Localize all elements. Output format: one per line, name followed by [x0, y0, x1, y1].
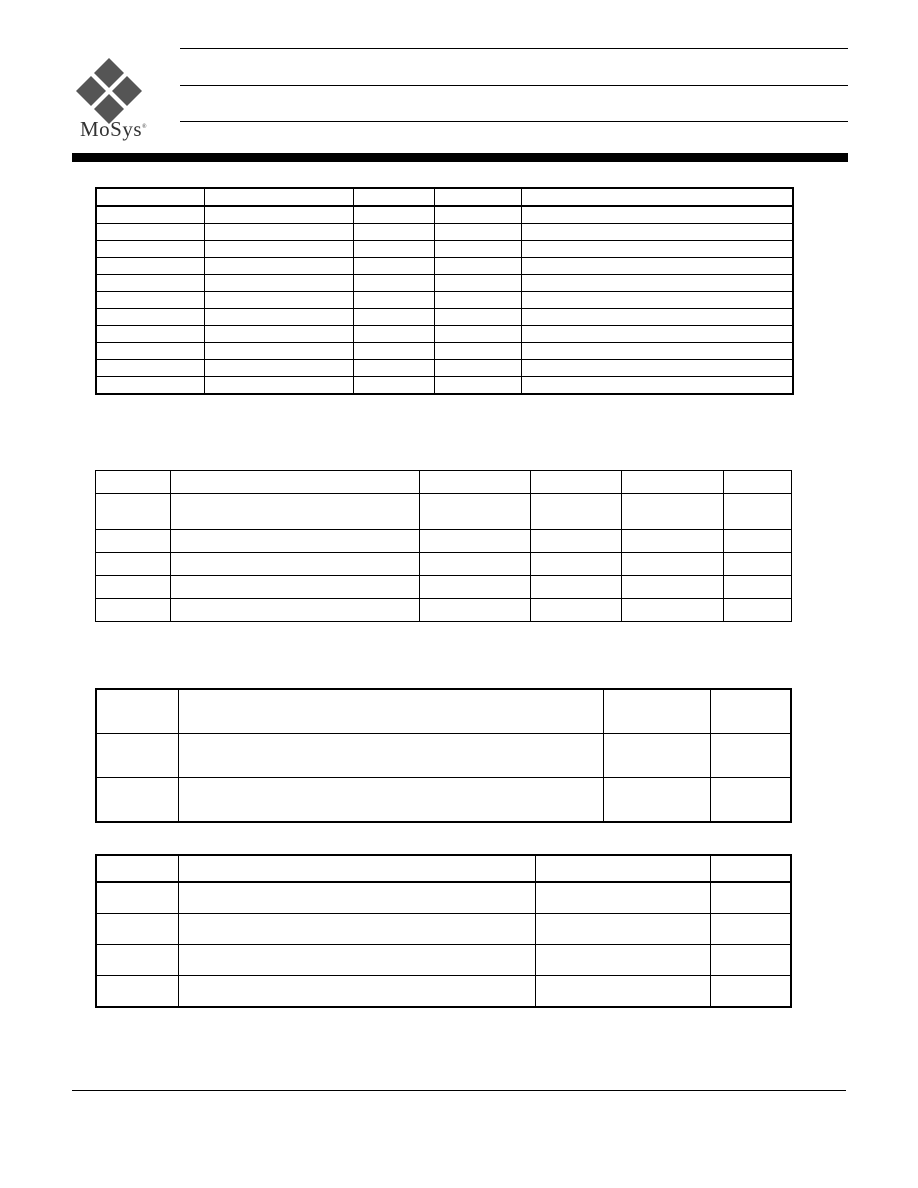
table-cell	[171, 494, 420, 530]
table-row	[96, 258, 793, 275]
table-cell	[710, 778, 791, 823]
table-cell	[96, 241, 204, 258]
table-header-row	[96, 689, 791, 734]
table-cell	[434, 377, 521, 395]
table-1-body	[96, 188, 793, 394]
table-cell	[531, 553, 622, 576]
table-cell	[178, 855, 535, 882]
table-cell	[171, 471, 420, 494]
table-cell	[710, 855, 791, 882]
table-row	[96, 553, 792, 576]
table-1	[95, 187, 794, 395]
table-cell	[96, 343, 204, 360]
table-cell	[531, 576, 622, 599]
table-cell	[724, 553, 792, 576]
table-cell	[521, 188, 793, 206]
table-cell	[434, 188, 521, 206]
table-cell	[521, 258, 793, 275]
table-cell	[710, 689, 791, 734]
table-cell	[178, 689, 603, 734]
table-cell	[178, 882, 535, 914]
table-cell	[353, 206, 434, 224]
footer-rule	[72, 1090, 846, 1091]
table-row	[96, 360, 793, 377]
table-cell	[353, 309, 434, 326]
table-cell	[531, 599, 622, 622]
table-2-body	[96, 471, 792, 622]
table-row	[96, 530, 792, 553]
table-cell	[622, 471, 724, 494]
table-cell	[622, 553, 724, 576]
table-cell	[204, 326, 353, 343]
table-cell	[420, 494, 531, 530]
table-cell	[96, 855, 178, 882]
table-cell	[204, 275, 353, 292]
table-cell	[204, 343, 353, 360]
table-cell	[420, 599, 531, 622]
table-cell	[724, 471, 792, 494]
table-cell	[96, 377, 204, 395]
table-cell	[603, 778, 710, 823]
table-cell	[603, 689, 710, 734]
table-cell	[622, 576, 724, 599]
table-row	[96, 326, 793, 343]
table-cell	[710, 882, 791, 914]
table-row	[96, 778, 791, 823]
table-row	[96, 976, 791, 1008]
table-cell	[434, 360, 521, 377]
table-cell	[710, 976, 791, 1008]
table-cell	[710, 945, 791, 976]
table-cell	[710, 734, 791, 778]
table-cell	[353, 326, 434, 343]
table-cell	[204, 292, 353, 309]
table-row	[96, 206, 793, 224]
table-cell	[353, 275, 434, 292]
table-cell	[535, 945, 710, 976]
table-cell	[521, 326, 793, 343]
table-cell	[96, 188, 204, 206]
table-cell	[353, 377, 434, 395]
table-cell	[204, 377, 353, 395]
table-cell	[353, 224, 434, 241]
table-4-body	[96, 855, 791, 1007]
table-cell	[96, 309, 204, 326]
table-cell	[521, 224, 793, 241]
table-cell	[204, 309, 353, 326]
table-cell	[204, 224, 353, 241]
diamond-cluster-icon	[72, 56, 172, 126]
table-cell	[724, 494, 792, 530]
table-row	[96, 241, 793, 258]
table-3	[95, 688, 792, 823]
table-cell	[434, 241, 521, 258]
table-cell	[96, 945, 178, 976]
table-cell	[178, 914, 535, 945]
table-cell	[531, 530, 622, 553]
table-cell	[96, 530, 171, 553]
table-cell	[204, 188, 353, 206]
table-cell	[96, 206, 204, 224]
table-header-row	[96, 471, 792, 494]
table-cell	[96, 734, 178, 778]
table-cell	[96, 494, 171, 530]
table-cell	[353, 258, 434, 275]
header-rule-bottom	[180, 121, 848, 122]
table-cell	[96, 224, 204, 241]
table-cell	[710, 914, 791, 945]
table-row	[96, 343, 793, 360]
table-cell	[434, 309, 521, 326]
table-cell	[204, 360, 353, 377]
table-cell	[96, 914, 178, 945]
table-cell	[521, 343, 793, 360]
table-2	[95, 470, 792, 622]
table-cell	[521, 275, 793, 292]
table-header-row	[96, 855, 791, 882]
table-cell	[353, 343, 434, 360]
table-cell	[521, 377, 793, 395]
table-cell	[96, 689, 178, 734]
table-cell	[724, 530, 792, 553]
table-cell	[353, 292, 434, 309]
table-cell	[171, 599, 420, 622]
table-cell	[171, 576, 420, 599]
table-row	[96, 882, 791, 914]
table-cell	[96, 275, 204, 292]
table-cell	[434, 275, 521, 292]
table-cell	[434, 258, 521, 275]
table-row	[96, 275, 793, 292]
table-cell	[434, 224, 521, 241]
table-cell	[96, 258, 204, 275]
table-row	[96, 292, 793, 309]
table-row	[96, 494, 792, 530]
table-cell	[171, 553, 420, 576]
header-rule-top	[180, 48, 848, 49]
table-cell	[96, 292, 204, 309]
table-row	[96, 224, 793, 241]
table-cell	[353, 360, 434, 377]
table-cell	[535, 914, 710, 945]
table-cell	[434, 292, 521, 309]
table-header-row	[96, 188, 793, 206]
table-row	[96, 599, 792, 622]
table-cell	[171, 530, 420, 553]
table-cell	[622, 494, 724, 530]
table-cell	[531, 471, 622, 494]
table-cell	[96, 576, 171, 599]
table-cell	[420, 576, 531, 599]
table-cell	[96, 326, 204, 343]
table-row	[96, 734, 791, 778]
company-logo	[72, 56, 172, 152]
table-cell	[96, 471, 171, 494]
table-cell	[96, 778, 178, 823]
table-cell	[420, 553, 531, 576]
table-4	[95, 854, 792, 1008]
table-row	[96, 576, 792, 599]
table-cell	[521, 206, 793, 224]
table-cell	[724, 599, 792, 622]
table-cell	[724, 576, 792, 599]
table-cell	[521, 360, 793, 377]
table-cell	[521, 241, 793, 258]
table-cell	[353, 241, 434, 258]
table-cell	[603, 734, 710, 778]
table-cell	[96, 599, 171, 622]
table-cell	[622, 530, 724, 553]
table-cell	[204, 258, 353, 275]
table-cell	[178, 734, 603, 778]
table-cell	[96, 882, 178, 914]
header-rule-middle	[180, 85, 848, 86]
table-cell	[420, 530, 531, 553]
table-3-body	[96, 689, 791, 822]
table-cell	[535, 882, 710, 914]
table-cell	[178, 976, 535, 1008]
table-cell	[353, 188, 434, 206]
table-cell	[521, 309, 793, 326]
table-cell	[96, 360, 204, 377]
table-cell	[204, 206, 353, 224]
table-row	[96, 914, 791, 945]
table-cell	[96, 553, 171, 576]
table-cell	[531, 494, 622, 530]
table-row	[96, 309, 793, 326]
table-cell	[96, 976, 178, 1008]
table-cell	[622, 599, 724, 622]
table-cell	[535, 855, 710, 882]
table-cell	[434, 206, 521, 224]
table-cell	[434, 343, 521, 360]
header-thick-divider	[72, 153, 848, 162]
table-cell	[434, 326, 521, 343]
table-cell	[178, 778, 603, 823]
table-row	[96, 945, 791, 976]
table-cell	[204, 241, 353, 258]
table-cell	[178, 945, 535, 976]
table-row	[96, 377, 793, 395]
table-cell	[420, 471, 531, 494]
table-cell	[521, 292, 793, 309]
table-cell	[535, 976, 710, 1008]
logo-wordmark: MoSys®	[80, 117, 148, 141]
